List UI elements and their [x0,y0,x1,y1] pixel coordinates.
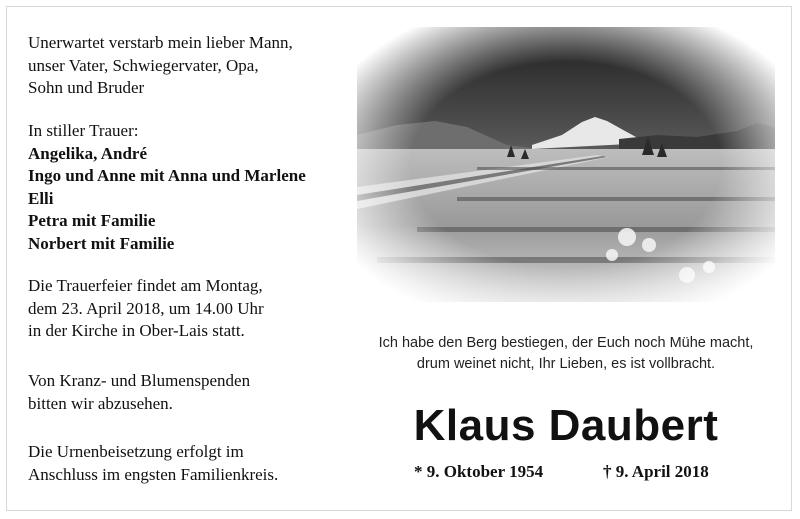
flowers-paragraph [28,370,250,415]
intro-line: Unerwartet verstarb mein lieber Mann, [28,33,293,52]
urn-line: Anschluss im engsten Familienkreis. [28,464,279,484]
urn-paragraph [28,441,278,486]
mourner-line: Angelika, André [28,143,148,163]
flowers-line: bitten wir abzusehen. [28,393,173,413]
flowers-line: Von Kranz- und Blumenspenden [28,371,251,390]
birth-date: * 9. Oktober 1954 [414,462,544,481]
mourning-heading: In stiller Trauer: [28,121,139,140]
service-line: dem 23. April 2018, um 14.00 Uhr [28,298,264,318]
landscape-photo [357,27,775,302]
service-paragraph [28,275,264,343]
mourner-line: Petra mit Familie [28,211,156,230]
urn-line: Die Urnenbeisetzung erfolgt im [28,442,244,461]
death-date: † 9. April 2018 [603,462,709,481]
service-line: in der Kirche in Ober-Lais statt. [28,321,245,340]
intro-line: unser Vater, Schwiegervater, Opa, [28,55,259,75]
intro-line: Sohn und Bruder [28,78,145,97]
mourners-paragraph [28,120,306,255]
deceased-name: Klaus Daubert [413,401,719,450]
mourner-line: Ingo und Anne mit Anna und Marlene [28,166,306,185]
verse-line: Ich habe den Berg bestiegen, der Euch noch Mühe macht, [378,335,754,351]
verse [357,333,775,375]
intro-paragraph [28,32,293,100]
service-line: Die Trauerfeier findet am Montag, [28,276,263,295]
mourner-line: Elli [28,188,54,208]
mourner-line: Norbert mit Familie [28,233,175,253]
verse-line: drum weinet nicht, Ihr Lieben, es ist vollbracht. [416,356,716,372]
